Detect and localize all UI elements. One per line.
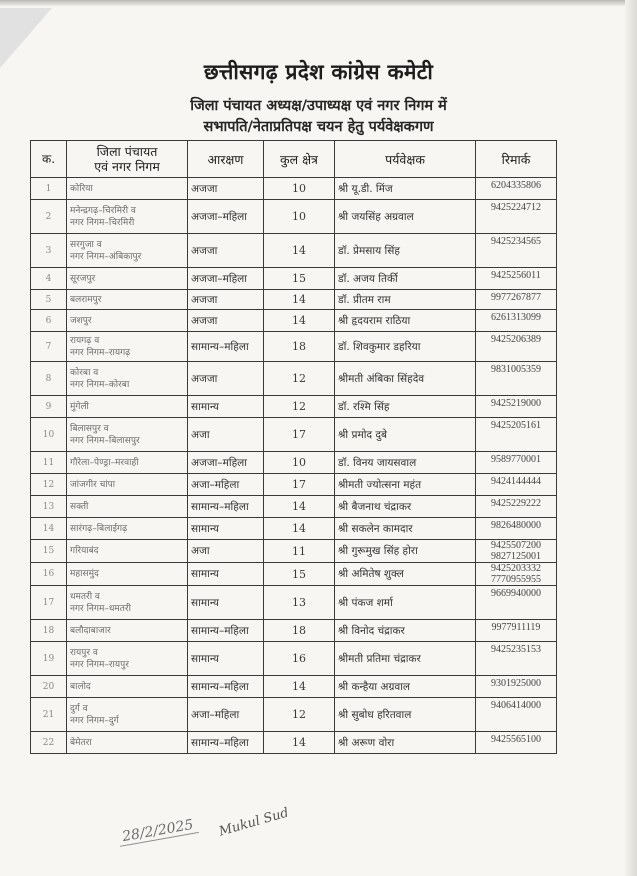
row-number: 15 (31, 540, 67, 563)
reservation-cell: अजा–महिला (188, 698, 264, 732)
remark-cell (476, 452, 557, 474)
table-header-row (31, 141, 557, 178)
total-seats-cell: 14 (264, 234, 335, 268)
phone-number: 6261313099 (491, 312, 541, 323)
row-number: 17 (31, 586, 67, 620)
remark-cell (476, 310, 557, 332)
observer-cell: श्रीमती प्रतिमा चंद्राकर (335, 642, 476, 676)
document-subtitle-line2: सभापति/नेताप्रतिपक्ष चयन हेतु पर्यवेक्षकगण (203, 119, 434, 135)
observer-cell: डॉ. रश्मि सिंह (335, 396, 476, 418)
district-cell (67, 310, 188, 332)
district-cell (67, 268, 188, 290)
district-cell (67, 676, 188, 698)
row-number: 10 (31, 418, 67, 452)
phone-number: 9406414000 (491, 700, 541, 711)
row-number: 16 (31, 563, 67, 586)
table-body (31, 178, 557, 754)
remark-cell (476, 732, 557, 754)
phone-number: 9425206389 (491, 334, 541, 345)
remark-cell (476, 620, 557, 642)
municipal-corporation: नगर निगम–अंबिकापुर (70, 251, 142, 262)
row-number: 14 (31, 518, 67, 540)
phone-number: 9977911119 (491, 622, 541, 633)
total-seats-cell: 12 (264, 698, 335, 732)
observer-cell: डॉ. प्रेमसाय सिंह (335, 234, 476, 268)
table-row (31, 732, 557, 754)
district-cell (67, 642, 188, 676)
municipal-corporation: नगर निगम–धमतरी (70, 603, 131, 614)
district-cell (67, 474, 188, 496)
observer-cell: श्री अरूण वोरा (335, 732, 476, 754)
row-number: 6 (31, 310, 67, 332)
district-name: बिलासपुर व (70, 423, 109, 434)
remark-cell (476, 518, 557, 540)
table-row (31, 362, 557, 396)
phone-number: 9424144444 (491, 476, 541, 487)
paper-edge (0, 0, 637, 6)
observer-cell: डॉ. अजय तिर्की (335, 268, 476, 290)
reservation-cell: अजा (188, 418, 264, 452)
row-number: 3 (31, 234, 67, 268)
phone-number: 9826480000 (491, 520, 541, 531)
remark-cell (476, 234, 557, 268)
district-name: सरगुजा व (70, 239, 102, 250)
district-name: रायपुर व (70, 647, 98, 658)
phone-number: 9425256011 (491, 270, 541, 281)
reservation-cell: अजजा (188, 310, 264, 332)
district-cell (67, 418, 188, 452)
observer-cell: श्री सकलेन कामदार (335, 518, 476, 540)
table-row (31, 620, 557, 642)
phone-number: 9425205161 (491, 420, 541, 431)
row-number: 22 (31, 732, 67, 754)
remark-cell (476, 676, 557, 698)
district-cell (67, 332, 188, 362)
total-seats-cell: 11 (264, 540, 335, 563)
observer-cell: श्री गुरूमुख सिंह होरा (335, 540, 476, 563)
row-number: 4 (31, 268, 67, 290)
district-name: सारंगढ़–बिलाईगढ़ (70, 523, 128, 534)
reservation-cell: अजजा–महिला (188, 268, 264, 290)
reservation-cell: अजजा (188, 290, 264, 310)
total-seats-cell: 14 (264, 496, 335, 518)
phone-number: 9831005359 (491, 364, 541, 375)
reservation-cell: अजजा–महिला (188, 452, 264, 474)
phone-number: 9425235153 (491, 644, 541, 655)
observer-cell: श्री विनोद चंद्राकर (335, 620, 476, 642)
district-name: मनेन्द्रगढ़–चिरमिरी व (70, 205, 136, 216)
remark-cell (476, 642, 557, 676)
district-cell (67, 732, 188, 754)
table-row (31, 310, 557, 332)
total-seats-cell: 14 (264, 732, 335, 754)
district-name: सूरजपुर (70, 273, 96, 284)
table-row (31, 698, 557, 732)
district-name: बलौदाबाजार (70, 625, 111, 636)
district-cell (67, 563, 188, 586)
district-name: मुंगेली (70, 401, 89, 412)
phone-number: 9977267877 (491, 292, 541, 303)
observer-cell: श्री हृदयराम राठिया (335, 310, 476, 332)
phone-number-alt: 9827125001 (491, 551, 541, 562)
document-title: छत्तीसगढ़ प्रदेश कांग्रेस कमेटी (203, 60, 434, 84)
district-name: कोरिया (70, 183, 93, 194)
table-row (31, 396, 557, 418)
observer-cell: श्रीमती अंबिका सिंहदेव (335, 362, 476, 396)
reservation-cell: अजजा (188, 178, 264, 200)
reservation-cell: सामान्य (188, 642, 264, 676)
phone-number: 9425507200 (491, 540, 541, 551)
district-name: सक्ती (70, 501, 89, 512)
phone-number: 9669940000 (491, 588, 541, 599)
row-number: 19 (31, 642, 67, 676)
district-name: बेमेतरा (70, 737, 92, 748)
district-cell (67, 452, 188, 474)
district-cell (67, 620, 188, 642)
observer-cell: डॉ. शिवकुमार डहरिया (335, 332, 476, 362)
row-number: 13 (31, 496, 67, 518)
district-name: कोरबा व (70, 367, 99, 378)
remark-cell (476, 418, 557, 452)
remark-cell (476, 362, 557, 396)
total-seats-cell: 12 (264, 396, 335, 418)
table-row (31, 642, 557, 676)
municipal-corporation: नगर निगम–रायपुर (70, 659, 129, 670)
handwritten-date: 28/2/2025 (117, 816, 199, 847)
observer-cell: श्री जयसिंह अग्रवाल (335, 200, 476, 234)
document-subtitle-line1: जिला पंचायत अध्यक्ष/उपाध्यक्ष एवं नगर निगम में (190, 98, 447, 114)
reservation-cell: अजा (188, 540, 264, 563)
table-row (31, 234, 557, 268)
district-cell (67, 200, 188, 234)
district-cell (67, 234, 188, 268)
total-seats-cell: 17 (264, 418, 335, 452)
row-number: 7 (31, 332, 67, 362)
reservation-cell: सामान्य–महिला (188, 620, 264, 642)
district-name: जशपुर (70, 315, 92, 326)
observer-cell: श्री सुबोध हरितवाल (335, 698, 476, 732)
row-number: 2 (31, 200, 67, 234)
reservation-cell: सामान्य–महिला (188, 332, 264, 362)
phone-number: 9425219000 (491, 398, 541, 409)
header-no: क. (31, 141, 67, 178)
phone-number-alt: 7770955955 (491, 574, 541, 585)
phone-number: 9425203332 (491, 563, 541, 574)
header-remark: रिमार्क (476, 141, 557, 178)
table-row (31, 178, 557, 200)
reservation-cell: सामान्य–महिला (188, 496, 264, 518)
remark-cell (476, 178, 557, 200)
remark-cell (476, 540, 557, 563)
observer-cell: श्री कन्हैया अग्रवाल (335, 676, 476, 698)
header-reservation: आरक्षण (188, 141, 264, 178)
remark-cell (476, 563, 557, 586)
total-seats-cell: 10 (264, 452, 335, 474)
remark-cell (476, 396, 557, 418)
observer-cell: श्रीमती ज्योत्सना महंत (335, 474, 476, 496)
observer-cell: डॉ. प्रीतम राम (335, 290, 476, 310)
table-row (31, 332, 557, 362)
observer-cell: श्री प्रमोद दुबे (335, 418, 476, 452)
remark-cell (476, 586, 557, 620)
district-name: जांजगीर चांपा (70, 479, 116, 490)
district-name: बलरामपुर (70, 294, 102, 305)
row-number: 8 (31, 362, 67, 396)
reservation-cell: अजजा (188, 362, 264, 396)
reservation-cell: अजा–महिला (188, 474, 264, 496)
remark-cell (476, 268, 557, 290)
municipal-corporation: नगर निगम–दुर्ग (70, 715, 119, 726)
district-name: गरियाबंद (70, 546, 99, 556)
district-cell (67, 518, 188, 540)
remark-cell (476, 332, 557, 362)
municipal-corporation: नगर निगम–बिलासपुर (70, 435, 140, 446)
remark-cell (476, 290, 557, 310)
total-seats-cell: 17 (264, 474, 335, 496)
district-name: धमतरी व (70, 591, 100, 602)
table-row (31, 563, 557, 586)
district-cell (67, 698, 188, 732)
phone-number: 9425565100 (491, 734, 541, 745)
phone-number: 9589770001 (491, 454, 541, 465)
observer-cell: डॉ. विनय जायसवाल (335, 452, 476, 474)
row-number: 21 (31, 698, 67, 732)
total-seats-cell: 14 (264, 676, 335, 698)
total-seats-cell: 16 (264, 642, 335, 676)
observer-cell: श्री बैजनाथ चंद्राकर (335, 496, 476, 518)
observer-cell: श्री अमितेष शुक्ल (335, 563, 476, 586)
total-seats-cell: 15 (264, 268, 335, 290)
reservation-cell: सामान्य (188, 586, 264, 620)
reservation-cell: सामान्य (188, 563, 264, 586)
handwritten-signature: Mukul Sud (217, 805, 291, 840)
remark-cell (476, 200, 557, 234)
total-seats-cell: 14 (264, 290, 335, 310)
table-row (31, 496, 557, 518)
municipal-corporation: नगर निगम–रायगढ़ (70, 347, 131, 358)
row-number: 12 (31, 474, 67, 496)
district-name: बालोद (70, 681, 91, 692)
total-seats-cell: 12 (264, 362, 335, 396)
row-number: 5 (31, 290, 67, 310)
reservation-cell: सामान्य–महिला (188, 676, 264, 698)
reservation-cell: सामान्य–महिला (188, 732, 264, 754)
total-seats-cell: 10 (264, 200, 335, 234)
table-row (31, 452, 557, 474)
district-name: गौरेला–पेण्ड्रा–मरवाही (70, 457, 139, 468)
reservation-cell: अजजा (188, 234, 264, 268)
row-number: 20 (31, 676, 67, 698)
total-seats-cell: 10 (264, 178, 335, 200)
observer-cell: श्री पंकज शर्मा (335, 586, 476, 620)
municipal-corporation: नगर निगम–कोरबा (70, 379, 130, 390)
reservation-cell: सामान्य (188, 396, 264, 418)
municipal-corporation: नगर निगम–चिरमिरी (70, 217, 135, 228)
phone-number: 9425224712 (491, 202, 541, 213)
district-cell (67, 586, 188, 620)
district-cell (67, 178, 188, 200)
phone-number: 6204335806 (491, 180, 541, 191)
table-row (31, 518, 557, 540)
total-seats-cell: 13 (264, 586, 335, 620)
header-total-seats: कुल क्षेत्र (264, 141, 335, 178)
phone-number: 9425234565 (491, 236, 541, 247)
table-row (31, 676, 557, 698)
row-number: 9 (31, 396, 67, 418)
row-number: 18 (31, 620, 67, 642)
district-name: रायगढ़ व (70, 335, 100, 346)
district-cell (67, 362, 188, 396)
district-cell (67, 396, 188, 418)
district-cell (67, 290, 188, 310)
total-seats-cell: 15 (264, 563, 335, 586)
observers-table (30, 140, 557, 754)
table-row (31, 586, 557, 620)
row-number: 1 (31, 178, 67, 200)
table-row (31, 290, 557, 310)
phone-number: 9301925000 (491, 678, 541, 689)
header-district-line1: जिला पंचायत (96, 144, 158, 159)
total-seats-cell: 18 (264, 332, 335, 362)
remark-cell (476, 496, 557, 518)
total-seats-cell: 14 (264, 310, 335, 332)
header-district-line2: एवं नगर निगम (94, 159, 160, 174)
district-name: दुर्ग व (70, 703, 88, 714)
header-observer: पर्यवेक्षक (335, 141, 476, 178)
table-row (31, 418, 557, 452)
district-name: महासमुंद (70, 569, 99, 579)
row-number: 11 (31, 452, 67, 474)
phone-number: 9425229222 (491, 498, 541, 509)
table-row (31, 474, 557, 496)
table-row (31, 200, 557, 234)
reservation-cell: सामान्य (188, 518, 264, 540)
remark-cell (476, 474, 557, 496)
reservation-cell: अजजा–महिला (188, 200, 264, 234)
header-district (67, 141, 188, 178)
district-cell (67, 540, 188, 563)
total-seats-cell: 18 (264, 620, 335, 642)
remark-cell (476, 698, 557, 732)
total-seats-cell: 14 (264, 518, 335, 540)
observer-cell: श्री यू.डी. मिंज (335, 178, 476, 200)
district-cell (67, 496, 188, 518)
table-row (31, 268, 557, 290)
table-row (31, 540, 557, 563)
